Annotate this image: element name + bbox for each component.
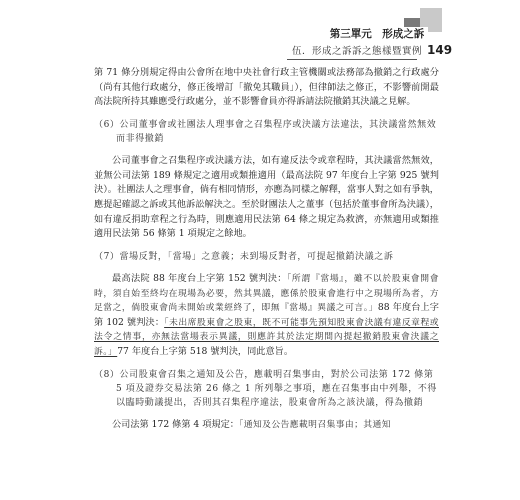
paragraph: 公司董事會之召集程序或決議方法，如有違反法令或章程時，其決議當然無效，並無公司法第 189 條規定之適用或類推適用（最高法院 97 年度台上字第 925 號判決）。社團法人之理事會，倘有相同情形，亦應為同樣之解釋，當事人對之如有爭執，應提起確認之訴或其他訴訟解決之。至於財團法人之董事（包括於董事會所為決議），如有違反捐助章程之行為時，則應適用民法第 64 條之規定為救濟，亦無適用或類推適用民法第 56 條第 1 項規定之餘地。 — [94, 155, 439, 240]
page-header — [0, 0, 520, 70]
header-divider — [287, 59, 417, 60]
case-quote-underlined: 「未出席股東會之股東，既不可能事先預知股東會決議有違反章程或法令之情事，亦無法當場表示異議，則應許其於法定期間內提起撤銷股東會決議之訴。」 — [94, 317, 439, 357]
chapter-label: 第三單元 形成之訴 — [326, 27, 428, 41]
case-citation: 最高法院 88 年度台上字第 152 號判決： — [112, 272, 287, 284]
section-subtitle: 伍．形成之訴訴之態樣暨實例 — [292, 46, 423, 57]
paragraph — [94, 418, 439, 433]
statute-citation: 公司法第 172 條第 4 項規定： — [112, 419, 239, 431]
paragraph — [94, 272, 439, 360]
page-body — [94, 66, 439, 441]
statute-quote: 「通知及公告應載明召集事由；其通知 — [238, 420, 391, 431]
case-citation: 88 年度台上字第 102 號判決： — [94, 302, 439, 328]
section-heading: （6）公司董事會或社團法人理事會之召集程序或決議方法違法，其決議當然無效而非得撤銷 — [94, 119, 437, 144]
case-citation: 77 年度台上字第 518 號判決，同此意旨。 — [117, 345, 294, 357]
paragraph: 第 71 條分別規定得由公會所在地中央社會行政主管機關或法務部為撤銷之行政處分（尚有其他行政處分，修正後增訂「撤免其職員」），但律師法之修正，不影響前開最高法院所持其雖應受行政處分，並不影響會員亦得訴請法院撤銷其決議之見解。 — [94, 67, 439, 108]
section-heading: （7）當場反對，「當場」之意義；未到場反對者，可提起撤銷決議之訴 — [94, 251, 394, 262]
page-number: 149 — [427, 43, 453, 57]
section-heading: （8）公司股東會召集之通知及公告，應載明召集事由，對於公司法第 172 條第 5 項及證券交易法第 26 條之 1 所列舉之事項，應在召集事由中列舉，不得以臨時動議提出，否則其召集程序違法，股東會所為之該決議，得為撤銷 — [94, 369, 438, 408]
case-quote: 「所謂『當場』，雖不以於股東會開會時，須自始至終均在現場為必要，然其異議，應係於股東會進行中之現場所為者，方足當之，倘股東會尚未開始或業經終了，即無『當場』異議之可言。」 — [94, 273, 439, 314]
